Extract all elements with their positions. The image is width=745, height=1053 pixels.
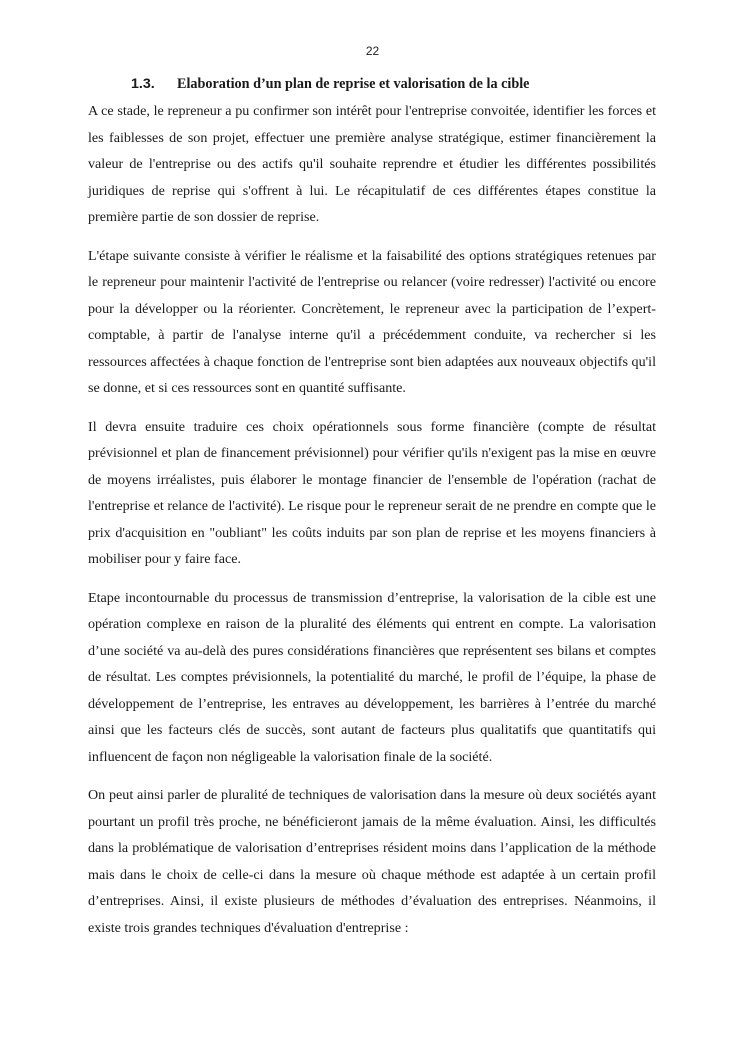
paragraph: Etape incontournable du processus de transmission d’entreprise, la valorisation de la cible est une opération complexe en raison de la pluralité des éléments qui entrent en compte. La valorisation d’une société va au-delà des pures considérations financières que représentent ses bilans et comptes de résultat. Les comptes prévisionnels, la potentialité du marché, le profil de l’équipe, la phase de développement de l’entreprise, les entraves au développement, les barrières à l’entrée du marché ainsi que les facteurs clés de succès, sont autant de facteurs plus qualitatifs que quantitatifs qui influencent de façon non négligeable la valorisation finale de la société. — [88, 589, 656, 765]
paragraph: L'étape suivante consiste à vérifier le réalisme et la faisabilité des options stratégiques retenues par le repreneur pour maintenir l'activité de l'entreprise ou relancer (voire redresser) l'activité ou encore pour la développer ou la réorienter. Concrètement, le repreneur avec la participation de l’expert-comptable, à partir de l'analyse interne qu'il a précédemment conduite, va rechercher si les ressources affectées à chaque fonction de l'entreprise sont bien adaptées aux nouveaux objectifs qu'il se donne, et si ces ressources sont en quantité suffisante. — [88, 247, 656, 396]
paragraph: Il devra ensuite traduire ces choix opérationnels sous forme financière (compte de résultat prévisionnel et plan de financement prévisionnel) pour vérifier qu'ils n'exigent pas la mise en œuvre de moyens irréalistes, puis élaborer le montage financier de l'ensemble de l'opération (rachat de l'entreprise et relance de l'activité). Le risque pour le repreneur serait de ne prendre en compte que le prix d'acquisition en "oubliant" les coûts induits par son plan de reprise et les moyens financiers à mobiliser pour y faire face. — [88, 418, 656, 567]
paragraph: On peut ainsi parler de pluralité de techniques de valorisation dans la mesure où deux sociétés ayant pourtant un profil très proche, ne bénéficieront jamais de la même évaluation. Ainsi, les difficultés dans la problématique de valorisation d’entreprises résident moins dans l’application de la méthode mais dans le choix de celle-ci dans la mesure où chaque méthode est adaptée à un certain profil d’entreprises. Ainsi, il existe plusieurs de méthodes d’évaluation des entreprises. Néanmoins, il existe trois grandes techniques d'évaluation d'entreprise : — [88, 787, 656, 936]
section-title: Elaboration d’un plan de reprise et valorisation de la cible — [177, 76, 530, 92]
page-number: 22 — [365, 44, 380, 58]
section-number: 1.3. — [131, 76, 155, 92]
section-heading — [131, 76, 529, 93]
body-text — [88, 98, 656, 953]
paragraph: A ce stade, le repreneur a pu confirmer son intérêt pour l'entreprise convoitée, identifier les forces et les faiblesses de son projet, effectuer une première analyse stratégique, estimer financièrement la valeur de l'entreprise ou des actifs qu'il souhaite reprendre et étudier les différentes possibilités juridiques de reprise qui s'offrent à lui. Le récapitulatif de ces différentes étapes constitue la première partie de son dossier de reprise. — [88, 103, 656, 225]
